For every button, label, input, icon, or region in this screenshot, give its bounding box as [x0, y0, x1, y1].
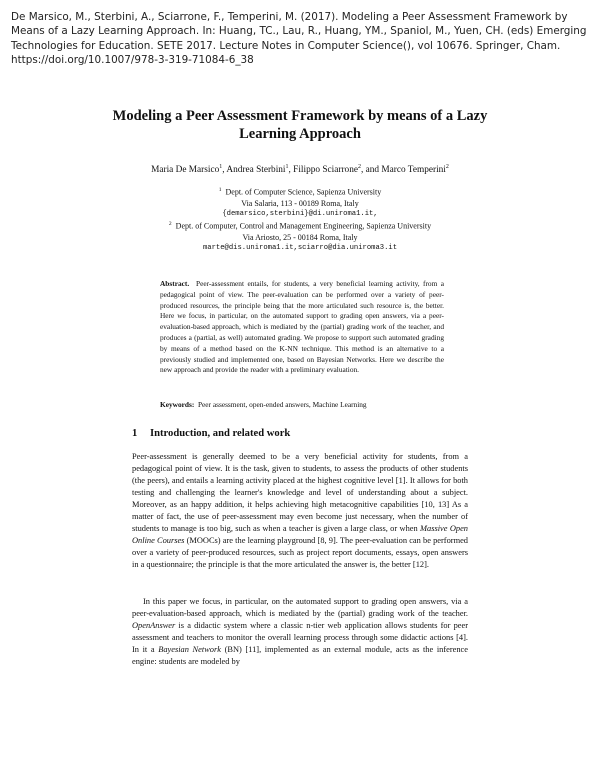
intro-paragraph-2 — [132, 596, 468, 668]
affiliation-address: Via Salaria, 113 - 00189 Roma, Italy — [241, 198, 359, 208]
keywords — [160, 400, 444, 409]
affiliation-mark: 2 — [168, 221, 172, 227]
emphasized-term: Bayesian Network — [158, 645, 221, 654]
author-affiliation-mark: 1 — [219, 164, 223, 170]
affiliation-1 — [90, 185, 510, 220]
section-number: 1 — [132, 428, 138, 439]
paper-title: Modeling a Peer Assessment Framework by means of a Lazy Learning Approach — [112, 108, 488, 142]
author-name: Marco Temperini — [381, 165, 446, 176]
abstract-text: Peer-assessment entails, for students, a very beneficial learning activity, from a pedagogical point of view. The peer-evaluation can be performed over a variety of peer-produced resources, the principle being that the more articulated such resource is, the better. Here we focus, in particular, on the automated support to grading open answers, via a peer-evaluation-based approach, which is mediated by the (partial) grading work of the teacher, and produces a (partial, as well) automated grading. We propose to support such automated grading by means of a method based on the K-NN technique. This method is an alternative to a previously studied and implemented one, based on Bayesian Networks. Here we describe the new approach and provide the reader with a preliminary evaluation. — [160, 279, 444, 375]
keywords-label: Keywords: — [160, 400, 195, 409]
author-affiliation-mark: 1 — [285, 164, 289, 170]
author-affiliation-mark: 2 — [445, 164, 449, 170]
emphasized-term: OpenAnswer — [132, 621, 176, 630]
keywords-text: Peer assessment, open-ended answers, Machine Learning — [197, 400, 367, 409]
paragraph-text: (BN) [11], implemented as an external module, acts as the inference engine: students are modeled by — [132, 645, 468, 666]
author-affiliation-mark: 2 — [357, 164, 361, 170]
abstract — [160, 279, 444, 376]
citation-header: De Marsico, M., Sterbini, A., Sciarrone, F., Temperini, M. (2017). Modeling a Peer Assessment Framework by Means of a Lazy Learning Approach. In: Huang, TC., Lau, R., Huang, YM., Spaniol, M., Yuen, CH. (eds) Emerging Technologies for Education. SETE 2017. Lecture Notes in Computer Science(), vol 10676. Springer, Cham. https://doi.org/10.1007/978-3-319-71084-6_38 — [11, 11, 587, 66]
author-list — [70, 164, 530, 175]
paragraph-text: In this paper we focus, in particular, on the automated support to grading open answers, via a peer-evaluation-based approach, which is mediated by the (partial) grading work of the teacher. — [132, 597, 468, 618]
author-separator: , and — [360, 165, 382, 176]
affiliation-department: Dept. of Computer Science, Sapienza University — [225, 187, 382, 197]
section-title: Introduction, and related work — [150, 428, 291, 439]
abstract-label: Abstract. — [160, 279, 190, 288]
paragraph-text: Peer-assessment is generally deemed to be a very beneficial activity for students, from a pedagogical point of view. It is the task, given to students, to assess the products of other students (the peers), and entails a learning activity placed at the highest cognitive level [1]. It allows for both testing and challenging the learner's knowledge and level of understanding about a subject. Moreover, as an happy addition, it helps achieving high metacognitive capabilities [10, 13] As a matter of fact, the use of peer-assessment may even become just necessary, when the number of students to manage is too big, such as when a teacher is given a large class, or when — [132, 452, 468, 533]
affiliation-mark: 1 — [218, 187, 222, 193]
emphasized-term: Massive Open Online Courses — [132, 524, 468, 545]
affiliation-email: marte@dis.uniroma1.it,sciarro@dia.uniroma3.it — [202, 243, 398, 252]
author-name: Filippo Sciarrone — [293, 165, 358, 176]
section-heading — [132, 428, 290, 439]
paragraph-text: is a didactic system where a classic n-tier web application allows students for peer assessment and teachers to monitor the overall learning process through some didactic actions [4]. In it a — [132, 621, 468, 654]
affiliation-department: Dept. of Computer, Control and Management Engineering, Sapienza University — [175, 221, 432, 231]
author-separator: , — [288, 165, 294, 176]
affiliation-2 — [70, 219, 530, 254]
paragraph-text: (MOOCs) are the learning playground [8, 9]. The peer-evaluation can be performed over a variety of peer-produced resources, such as project report documents, essays, open answers in a questionnaire; the principle is that the more articulated the answer is, the better [12]. — [132, 536, 468, 569]
affiliation-address: Via Ariosto, 25 - 00184 Roma, Italy — [242, 232, 358, 242]
affiliation-email: {demarsico,sterbini}@di.uniroma1.it, — [222, 209, 378, 218]
intro-paragraph-1 — [132, 451, 468, 571]
author-separator: , — [222, 165, 227, 176]
author-name: Maria De Marsico — [151, 165, 220, 176]
author-name: Andrea Sterbini — [226, 165, 286, 176]
